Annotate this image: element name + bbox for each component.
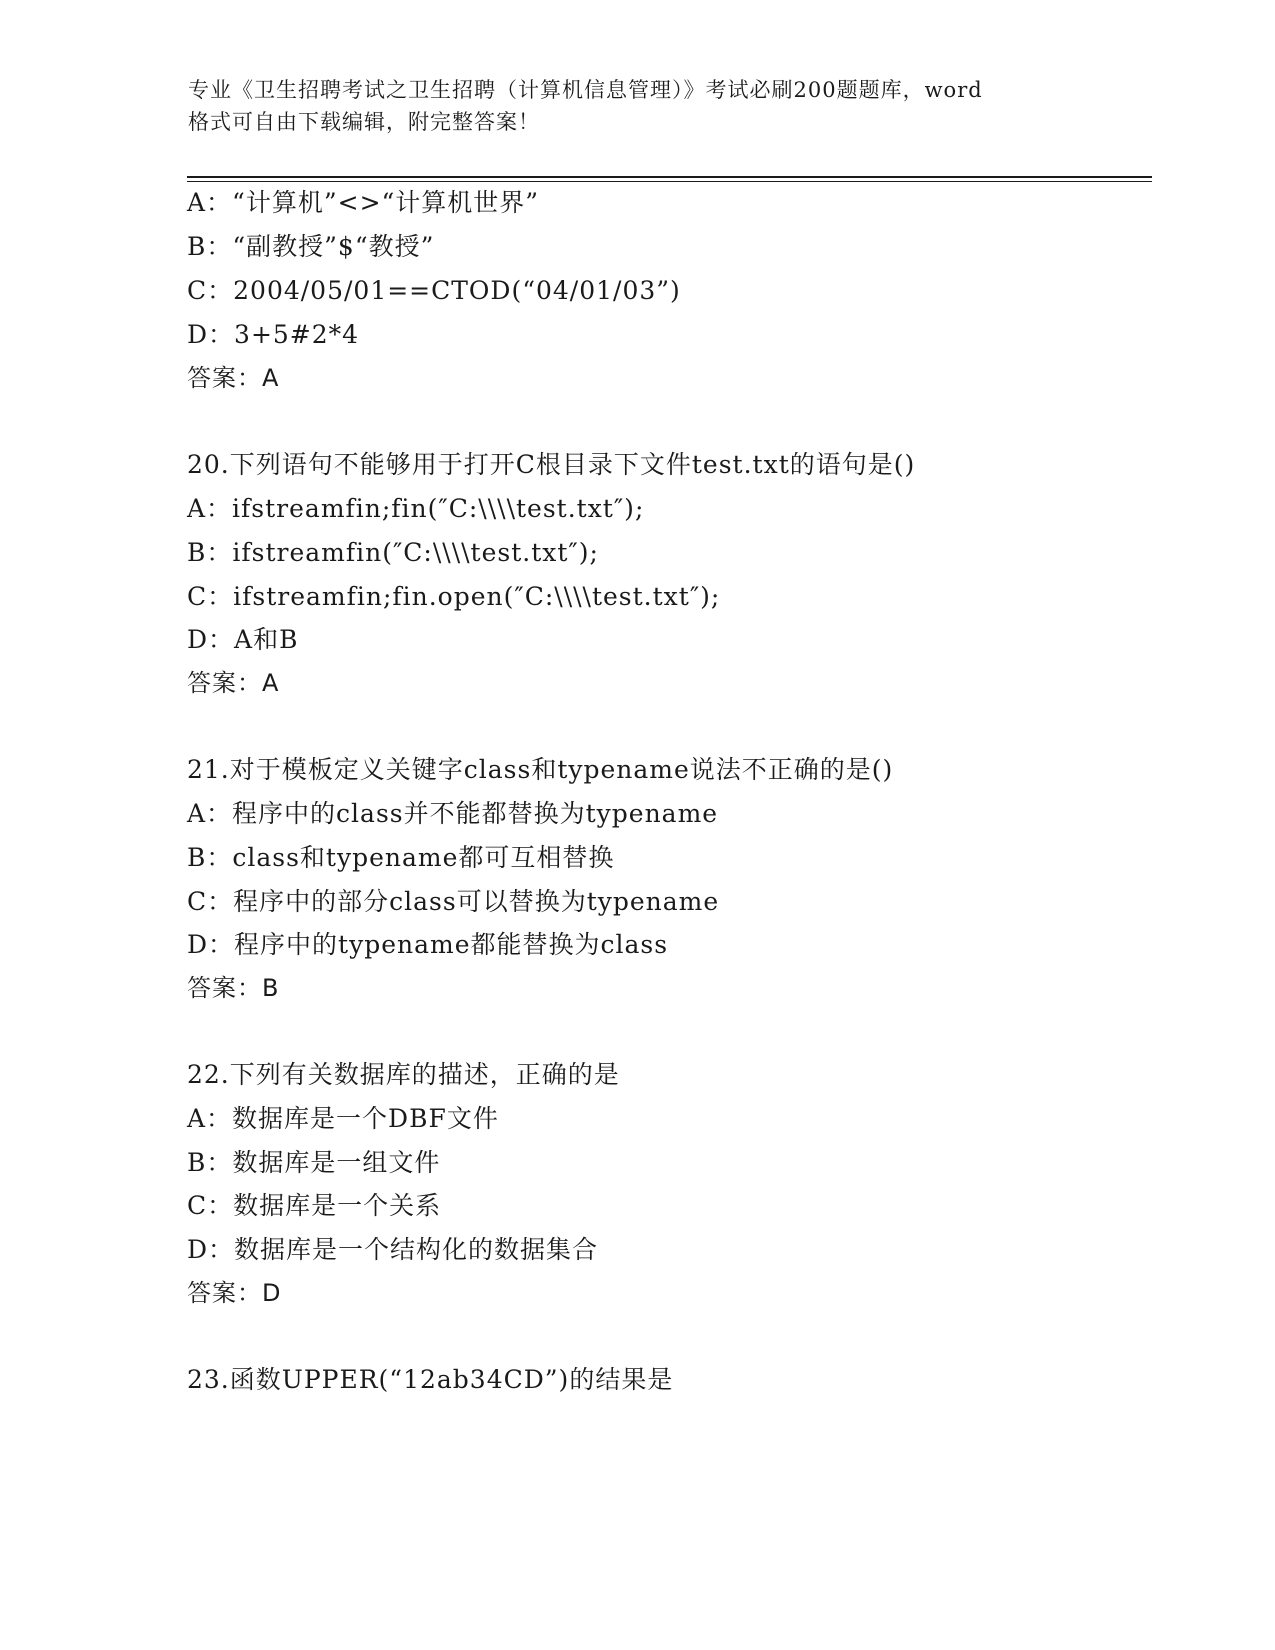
question-text: 22.下列有关数据库的描述，正确的是 bbox=[187, 1060, 620, 1089]
answer: 答案：A bbox=[187, 364, 280, 392]
header-divider-thin bbox=[187, 181, 1152, 182]
option-d: D：程序中的typename都能替换为class bbox=[187, 930, 669, 959]
answer: 答案：A bbox=[187, 669, 280, 697]
option-c: C：程序中的部分class可以替换为typename bbox=[187, 887, 720, 916]
option-a: A：程序中的class并不能都替换为typename bbox=[187, 799, 719, 828]
question-text: 21.对于模板定义关键字class和typename说法不正确的是() bbox=[187, 755, 894, 784]
question-text: 20.下列语句不能够用于打开C根目录下文件test.txt的语句是() bbox=[187, 450, 916, 479]
option-b: B：“副教授”$“教授” bbox=[187, 232, 435, 261]
header-divider-thick bbox=[187, 176, 1152, 178]
option-a: A：数据库是一个DBF文件 bbox=[187, 1104, 499, 1133]
option-c: C：ifstreamfin;fin.open(″C:\\\\test.txt″); bbox=[187, 582, 721, 611]
option-d: D：3+5#2*4 bbox=[187, 320, 360, 349]
option-b: B：ifstreamfin(″C:\\\\test.txt″); bbox=[187, 538, 599, 567]
option-d: D：A和B bbox=[187, 625, 299, 654]
option-d: D：数据库是一个结构化的数据集合 bbox=[187, 1235, 599, 1264]
option-c: C：2004/05/01==CTOD(“04/01/03”) bbox=[187, 276, 681, 305]
document-header bbox=[188, 74, 1088, 138]
option-c: C：数据库是一个关系 bbox=[187, 1191, 442, 1220]
answer: 答案：B bbox=[187, 974, 280, 1002]
header-line-2: 格式可自由下载编辑，附完整答案！ bbox=[188, 110, 540, 134]
option-a: A：ifstreamfin;fin(″C:\\\\test.txt″); bbox=[187, 494, 645, 523]
answer: 答案：D bbox=[187, 1279, 282, 1307]
option-b: B：class和typename都可互相替换 bbox=[187, 843, 615, 872]
question-text: 23.函数UPPER(“12ab34CD”)的结果是 bbox=[187, 1365, 674, 1394]
option-a: A：“计算机”<>“计算机世界” bbox=[187, 188, 540, 217]
header-line-1: 专业《卫生招聘考试之卫生招聘（计算机信息管理）》考试必刷200题题库，word bbox=[188, 78, 983, 102]
option-b: B：数据库是一组文件 bbox=[187, 1148, 441, 1177]
